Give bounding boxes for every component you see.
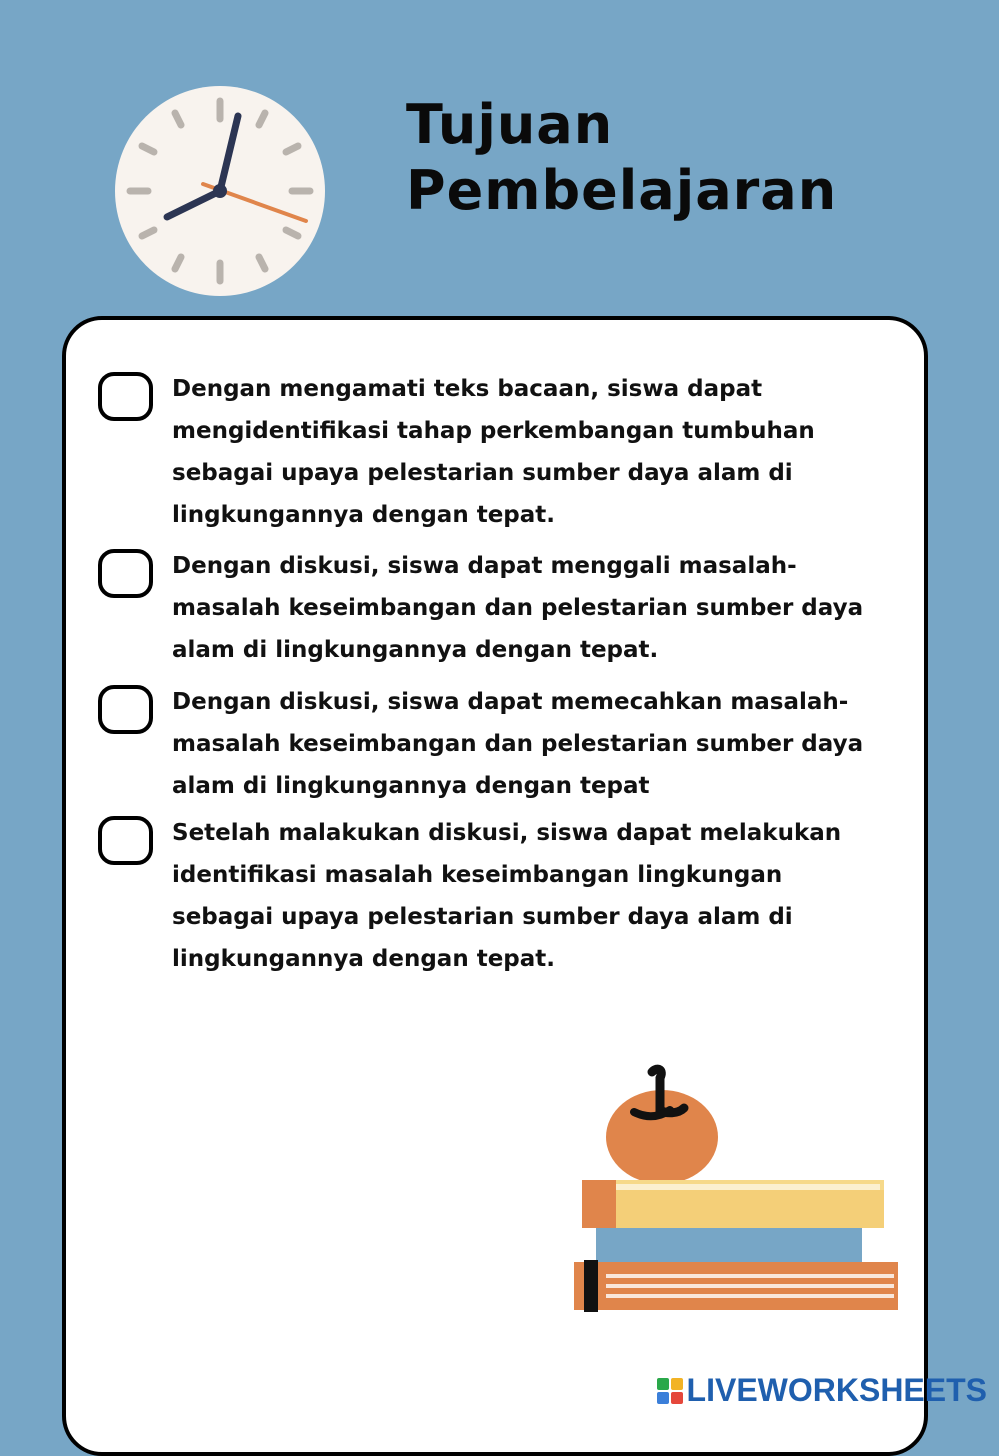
page-title-line-2: Pembelajaran bbox=[406, 159, 838, 222]
objective-checkbox-3[interactable] bbox=[98, 685, 153, 734]
apple-on-books-icon bbox=[566, 1062, 906, 1322]
objective-checkbox-2[interactable] bbox=[98, 549, 153, 598]
objective-text-4: Setelah malakukan diskusi, siswa dapat melakukan identifikasi masalah keseimbangan lingkungan sebagai upaya pelestarian sumber daya alam di lingkungannya dengan tepat. bbox=[172, 820, 842, 972]
objective-checkbox-1[interactable] bbox=[98, 372, 153, 421]
objective-text-2: Dengan diskusi, siswa dapat menggali masalah- masalah keseimbangan dan pelestarian sumber daya alam di lingkungannya dengan tepat. bbox=[172, 553, 864, 663]
objective-text-1: Dengan mengamati teks bacaan, siswa dapat mengidentifikasi tahap perkembangan tumbuhan sebagai upaya pelestarian sumber daya alam di lingkungannya dengan tepat. bbox=[172, 376, 815, 528]
clock-icon bbox=[113, 84, 327, 298]
liveworksheets-watermark bbox=[657, 1372, 987, 1409]
page-title bbox=[406, 92, 837, 224]
liveworksheets-logo-icon bbox=[657, 1378, 683, 1404]
objective-checkbox-4[interactable] bbox=[98, 816, 153, 865]
objective-text-3: Dengan diskusi, siswa dapat memecahkan masalah- masalah keseimbangan dan pelestarian sumber daya alam di lingkungannya dengan tepat bbox=[172, 689, 864, 799]
page-title-line-1: Tujuan bbox=[406, 93, 614, 156]
liveworksheets-wordmark: LIVEWORKSHEETS bbox=[686, 1372, 987, 1408]
